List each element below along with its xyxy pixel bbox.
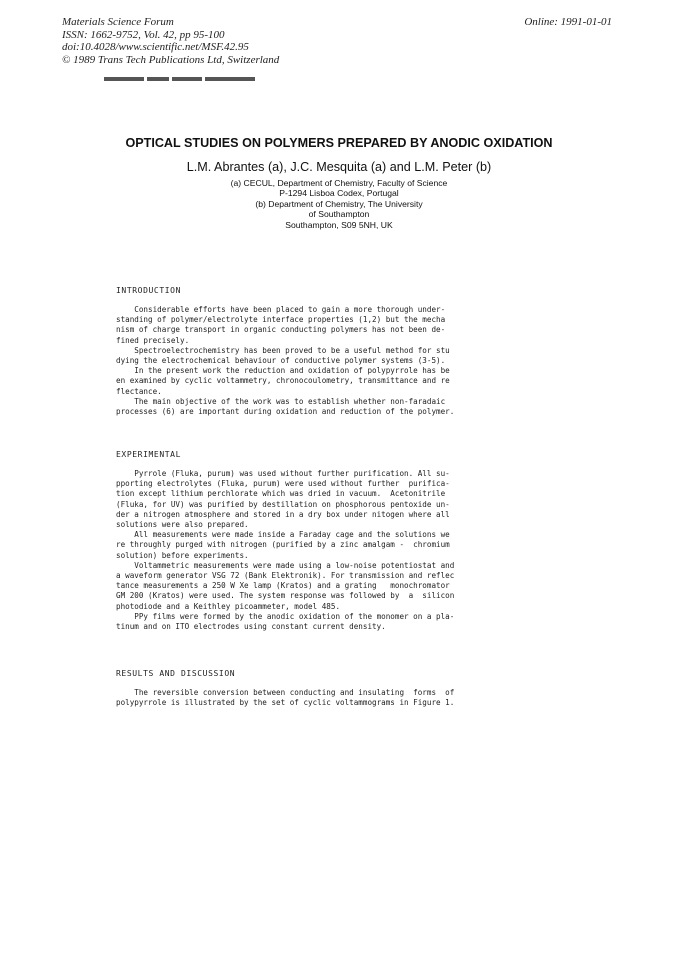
introduction-body: Considerable efforts have been placed to gain a more thorough under- standing of polymer/electrolyte interface properties (1,2) but the mecha nism of charge transport in organic conducting polymers has not been de- fined precisely. Spectroelectrochemistry has been proved to be a useful method for stu dying the electrochemical behaviour of conductive polymer systems (3-5). In the present work the reduction and oxidation of polypyrrole has be en examined by cyclic voltammetry, chronocoulometry, transmittance and re flectance. The main objective of the work was to establish whether non-faradaic processes (6) are important during oxidation and reduction of the polymer. <box>116 305 455 417</box>
experimental-heading: EXPERIMENTAL <box>116 450 181 459</box>
results-heading: RESULTS AND DISCUSSION <box>116 669 236 678</box>
affiliation-line: (a) CECUL, Department of Chemistry, Faculty of Science <box>230 178 448 188</box>
doi-line: doi:10.4028/www.scientific.net/MSF.42.95 <box>62 41 249 53</box>
experimental-body: Pyrrole (Fluka, purum) was used without further purification. All su- pporting electrolytes (Fluka, purum) were used without further purifica- tion except lithium perchlorate which was dried in vacuum. Acetonitrile (Fluka, for UV) was purified by destillation on phosphorous pentoxide un- der a nitrogen atmosphere and stored in a dry box under nitogen where all solutions were also prepared. All measurements were made inside a Faraday cage and the solutions we re throughly purged with nitrogen (purified by a zinc amalgam - chromium solution) before experiments. Voltammetric measurements were made using a low-noise potentiostat and a waveform generator VSG 72 (Bank Elektronik). For transmission and reflec tance measurements a 250 W Xe lamp (Kratos) and a grating monochromator GM 200 (Kratos) were used. The system response was followed by a silicon photodiode and a Keithley picoammeter, model 485. PPy films were formed by the anodic oxidation of the monomer on a pla- tinum and on ITO electrodes using constant current density. <box>116 469 455 632</box>
results-body: The reversible conversion between conducting and insulating forms of polypyrrole is illustrated by the set of cyclic voltammograms in Figure 1. <box>116 688 455 708</box>
journal-header <box>62 16 279 66</box>
journal-name: Materials Science Forum <box>62 16 174 28</box>
introduction-heading: INTRODUCTION <box>116 286 181 295</box>
affiliation-line: (b) Department of Chemistry, The University <box>255 198 423 209</box>
scan-artifact <box>104 77 274 81</box>
affiliation-line: of Southampton <box>308 209 370 220</box>
online-date: Online: 1991-01-01 <box>524 16 612 28</box>
paper-title: OPTICAL STUDIES ON POLYMERS PREPARED BY ANODIC OXIDATION <box>125 136 553 150</box>
affiliation-line: Southampton, S09 5NH, UK <box>285 219 393 230</box>
author-list: L.M. Abrantes (a), J.C. Mesquita (a) and L.M. Peter (b) <box>186 160 492 174</box>
issn-line: ISSN: 1662-9752, Vol. 42, pp 95-100 <box>62 28 225 41</box>
copyright-line: © 1989 Trans Tech Publications Ltd, Switzerland <box>62 53 280 66</box>
affiliation-line: P-1294 Lisboa Codex, Portugal <box>279 188 399 199</box>
affiliations <box>0 178 678 230</box>
